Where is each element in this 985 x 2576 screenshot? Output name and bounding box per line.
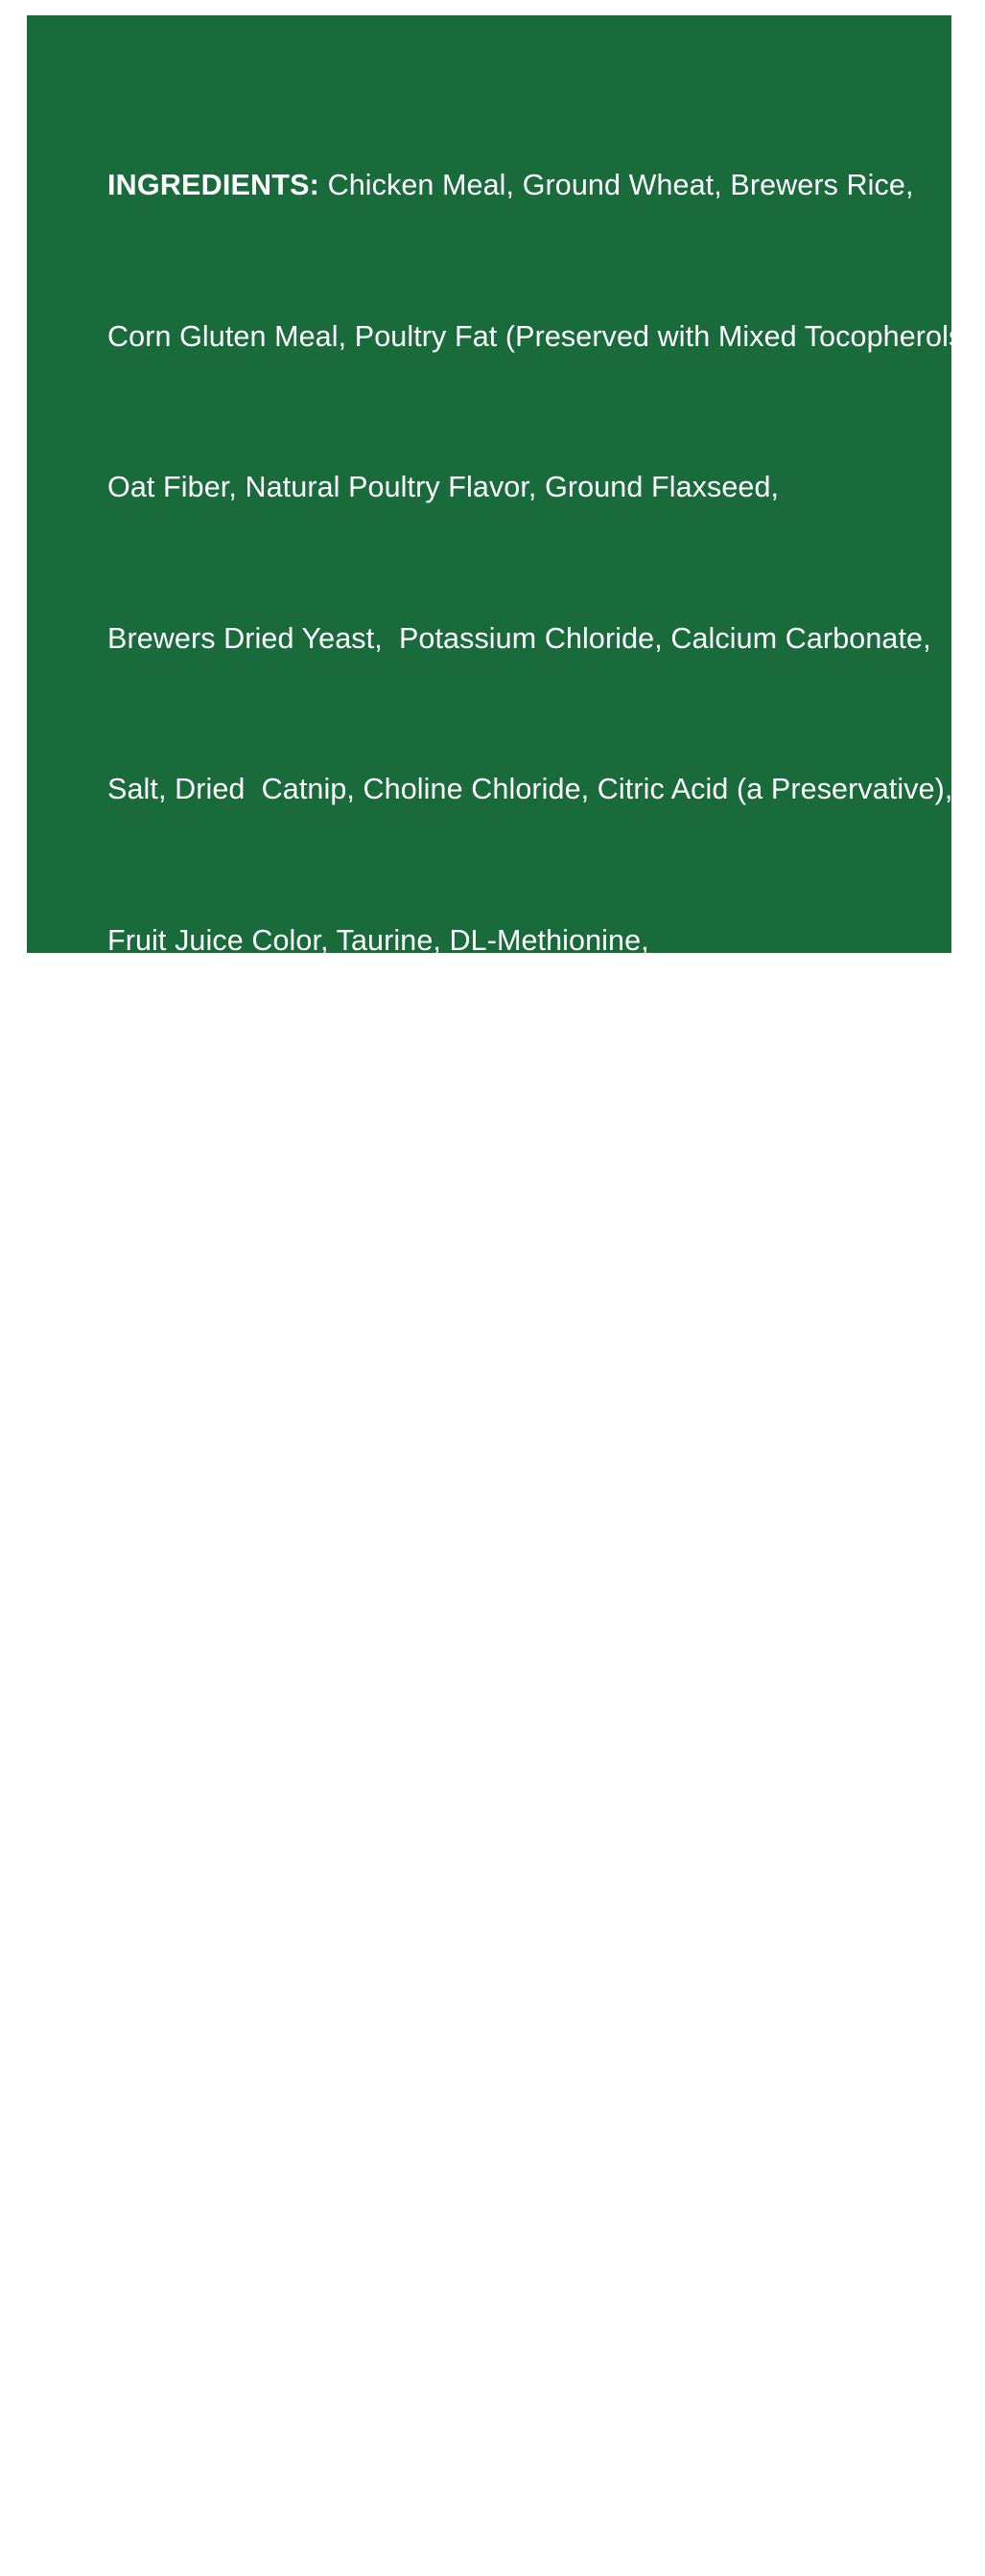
ingredients-first-line [107,160,914,211]
ingredients-line: Brewers Dried Yeast, Potassium Chloride, Calcium Carbonate, [107,621,931,655]
ingredients-line: Mixed Tocopherols (a Preservative), [107,1075,577,1107]
ingredients-text-block [107,59,985,2576]
ingredients-line: Salt, Dried Catnip, Choline Chloride, Citric Acid (a Preservative), [107,773,953,805]
ingredients-line: Oat Fiber, Natural Poultry Flavor, Ground Flaxseed, [107,471,780,503]
ingredients-first-line-rest: Chicken Meal, Ground Wheat, Brewers Rice, [319,169,914,201]
ingredients-line: Rosemary Extract [107,2433,341,2467]
ingredients-line: Vitamin A Supplement, Thiamine Mononitrate (Vitamin B1), [107,1679,875,1711]
ingredients-line: Fruit Juice Color, Taurine, DL-Methionine, [107,923,649,957]
ingredients-panel [27,15,985,2467]
ingredients-line: Manganous Oxide, Riboflavin Supplement (Vitamin B2), [107,1829,844,1863]
ingredients-line: DL-Alpha Tocopherols Acetate (Source of Vitamin E), [107,1225,800,1259]
ingredients-line: Sodium Selenite, Folic Acid, Calcium Iodate, Cobalt Carbonate, [107,2283,933,2315]
ingredients-line: Pyridoxine Hydrochloride (Vitamin B6), Biotin, [107,1981,704,2013]
ingredients-line: Ferrous Sulfate, Turmeric Color, Zinc Sulfate, Niacin Supplement, [107,1377,970,1409]
ingredients-heading: INGREDIENTS: [107,169,319,201]
ingredients-line: Zinc Oxide, Copper Sulfate, D-Calcium Pantothenate (Vitamin B5), [107,1527,985,1561]
ingredients-line: Corn Gluten Meal, Poultry Fat (Preserved with Mixed Tocopherols), [107,319,982,353]
ingredients-line: Vitamin B12 Supplement, Vitamin D3 Supplement, [107,2131,782,2165]
